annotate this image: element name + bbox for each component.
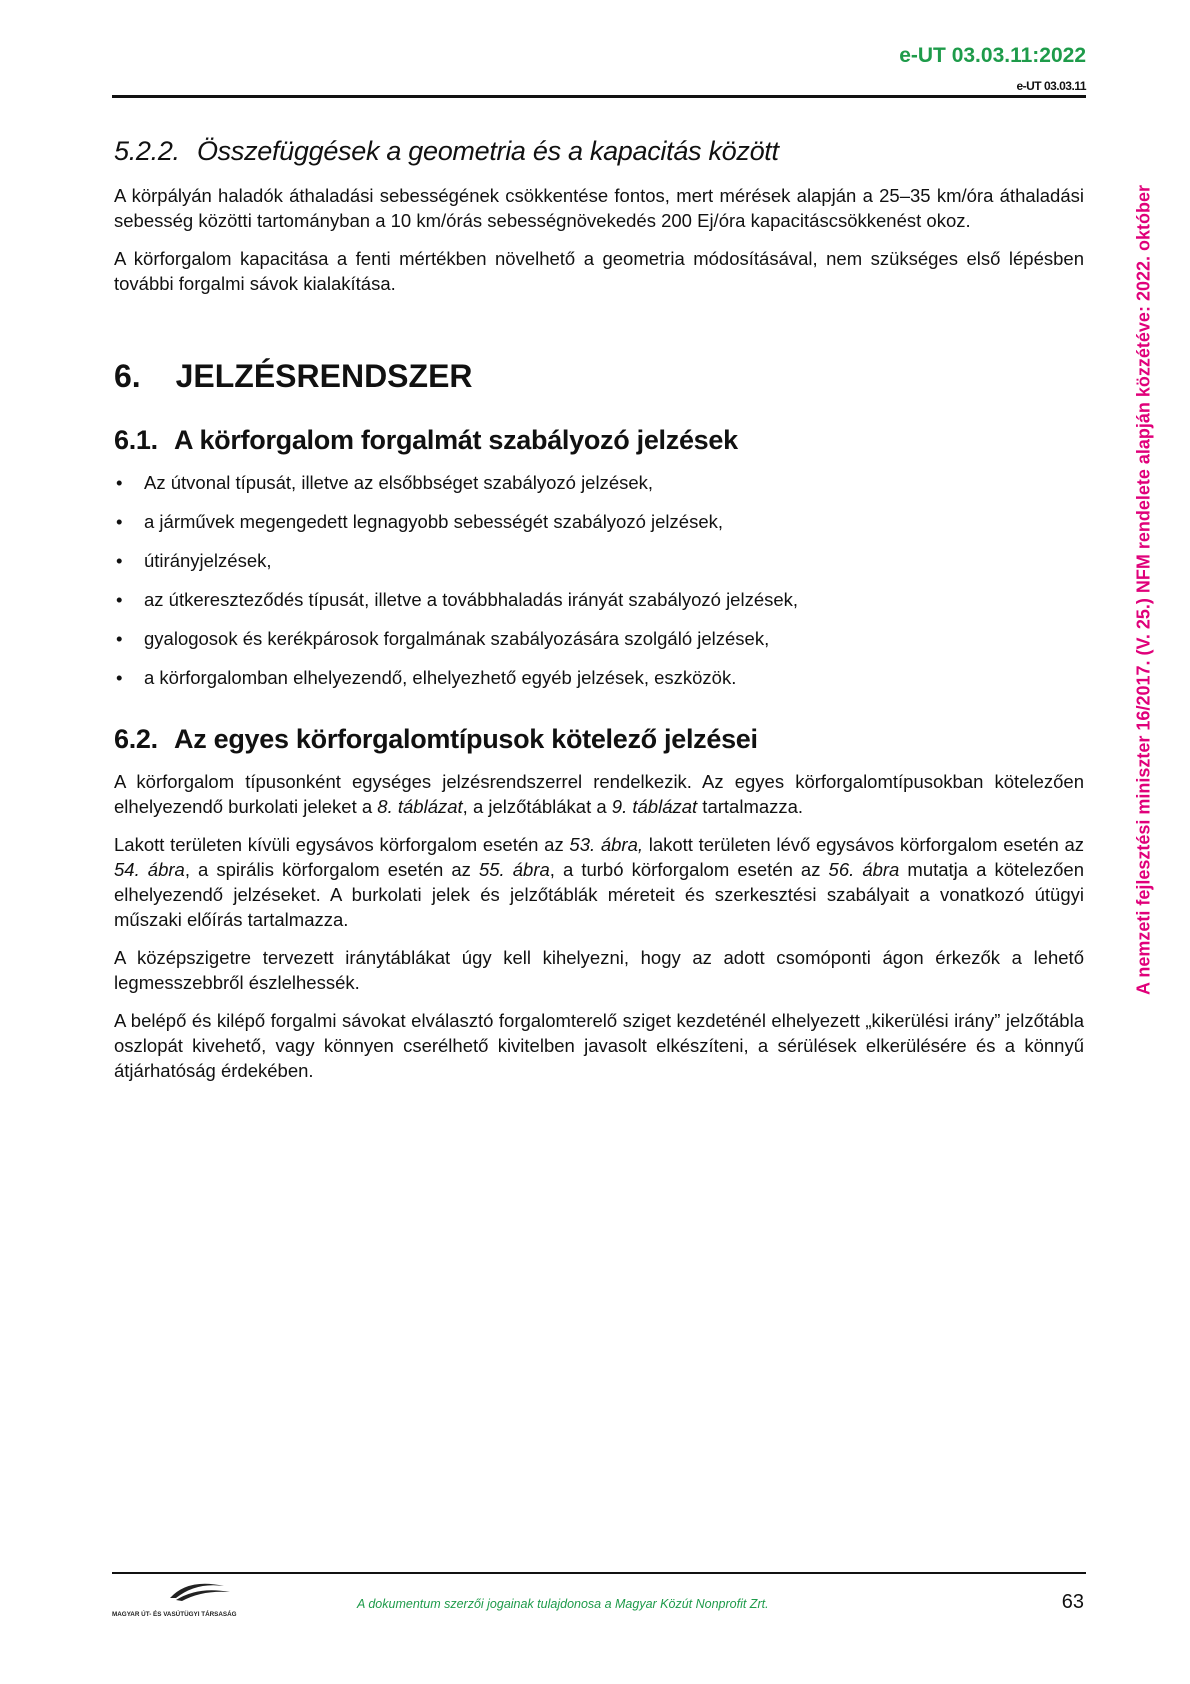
document-subcode: e-UT 03.03.11 bbox=[1016, 79, 1086, 93]
section-62-heading bbox=[114, 724, 1084, 755]
text-run: , a jelzőtáblákat a bbox=[462, 796, 612, 817]
text-run: lakott területen lévő egysávos körforgalom esetén az bbox=[643, 834, 1085, 855]
text-run: mutatja a kötelezően elhelyezendő jelzéseket. A burkolati jelek és jelzőtáblák méreteit és szerkesztési szabályait a vonatkozó útügyi műszaki előírás tartalmazza. bbox=[114, 859, 1084, 930]
section-62-paragraph: A középszigetre tervezett iránytáblákat úgy kell kihelyezni, hogy az adott csomóponti ágon érkezők a lehető legmesszebbről észlelhessék. bbox=[114, 947, 1084, 993]
section-62-title: Az egyes körforgalomtípusok kötelező jelzései bbox=[174, 724, 758, 754]
table-reference: 8. táblázat bbox=[377, 796, 463, 817]
figure-reference: 53. ábra, bbox=[569, 834, 643, 855]
section-522-number: 5.2.2. bbox=[114, 136, 180, 166]
document-code: e-UT 03.03.11:2022 bbox=[899, 44, 1086, 67]
section-522-title: Összefüggések a geometria és a kapacitás között bbox=[196, 136, 779, 166]
section-61-number: 6.1. bbox=[114, 425, 158, 455]
section-62-paragraph bbox=[114, 832, 1084, 932]
society-logo bbox=[112, 1576, 262, 1620]
page-content bbox=[114, 136, 1084, 1096]
text-run: , a spirális körforgalom esetén az bbox=[184, 859, 479, 880]
signal-list bbox=[114, 470, 1084, 690]
list-item: • útirányjelzések, bbox=[114, 548, 1084, 573]
text-run: tartalmazza. bbox=[697, 796, 804, 817]
text-run: A körforgalom típusonként egységes jelzésrendszerrel rendelkezik. Az egyes körforgalomtípusokban kötelezően elhelyezendő burkolati jeleket a bbox=[114, 771, 1084, 817]
section-61-heading bbox=[114, 425, 1084, 456]
section-62-number: 6.2. bbox=[114, 724, 158, 754]
text-run: Lakott területen kívüli egysávos körforgalom esetén az bbox=[114, 834, 570, 855]
list-item: • a körforgalomban elhelyezendő, elhelyezhető egyéb jelzések, eszközök. bbox=[114, 665, 1084, 690]
page-number: 63 bbox=[1061, 1591, 1084, 1613]
logo-text: MAGYAR ÚT- ÉS VASÚTÜGYI TÁRSASÁG bbox=[112, 1611, 237, 1618]
list-item: • Az útvonal típusát, illetve az elsőbbséget szabályozó jelzések, bbox=[114, 470, 1084, 495]
footer-divider bbox=[112, 1572, 1086, 1574]
section-522-heading bbox=[114, 136, 1084, 167]
header-divider bbox=[112, 95, 1086, 98]
list-item: • gyalogosok és kerékpárosok forgalmának szabályozására szolgáló jelzések, bbox=[114, 626, 1084, 651]
copyright-notice: A dokumentum szerzői jogainak tulajdonosa a Magyar Közút Nonprofit Zrt. bbox=[357, 1597, 769, 1611]
table-reference: 9. táblázat bbox=[611, 796, 698, 817]
figure-reference: 55. ábra bbox=[478, 859, 550, 880]
section-522-paragraph: A körforgalom kapacitása a fenti mértékben növelhető a geometria módosításával, nem szükséges első lépésben további forgalmi sávok kialakítása. bbox=[114, 248, 1084, 294]
list-item: • az útkereszteződés típusát, illetve a továbbhaladás irányát szabályozó jelzések, bbox=[114, 587, 1084, 612]
publication-side-note: A nemzeti fejlesztési miniszter 16/2017. (V. 25.) NFM rendelete alapján közzétéve: 2022. október bbox=[1133, 185, 1154, 995]
text-run: , a turbó körforgalom esetén az bbox=[549, 859, 829, 880]
section-522-paragraph: A körpályán haladók áthaladási sebességének csökkentése fontos, mert mérések alapján a 25–35 km/óra áthaladási sebesség közötti tartományban a 10 km/órás sebességnövekedés 200 Ej/óra kapacitáscsökkenést okoz. bbox=[114, 185, 1084, 231]
section-61-title: A körforgalom forgalmát szabályozó jelzések bbox=[174, 425, 738, 455]
figure-reference: 54. ábra bbox=[114, 859, 185, 880]
chapter-6-title: JELZÉSRENDSZER bbox=[175, 358, 473, 394]
chapter-6-heading bbox=[114, 358, 1084, 395]
chapter-6-number: 6. bbox=[114, 358, 141, 394]
section-62-paragraph: A belépő és kilépő forgalmi sávokat elválasztó forgalomterelő sziget kezdeténél elhelyezett „kikerülési irány” jelzőtábla oszlopát kivehető, vagy könnyen cserélhető kivitelben javasolt elkészíteni, a sérülések elkerülésére és a könnyű átjárhatóság érdekében. bbox=[114, 1010, 1084, 1081]
list-item: • a járművek megengedett legnagyobb sebességét szabályozó jelzések, bbox=[114, 509, 1084, 534]
figure-reference: 56. ábra bbox=[828, 859, 900, 880]
section-62-paragraph bbox=[114, 769, 1084, 819]
